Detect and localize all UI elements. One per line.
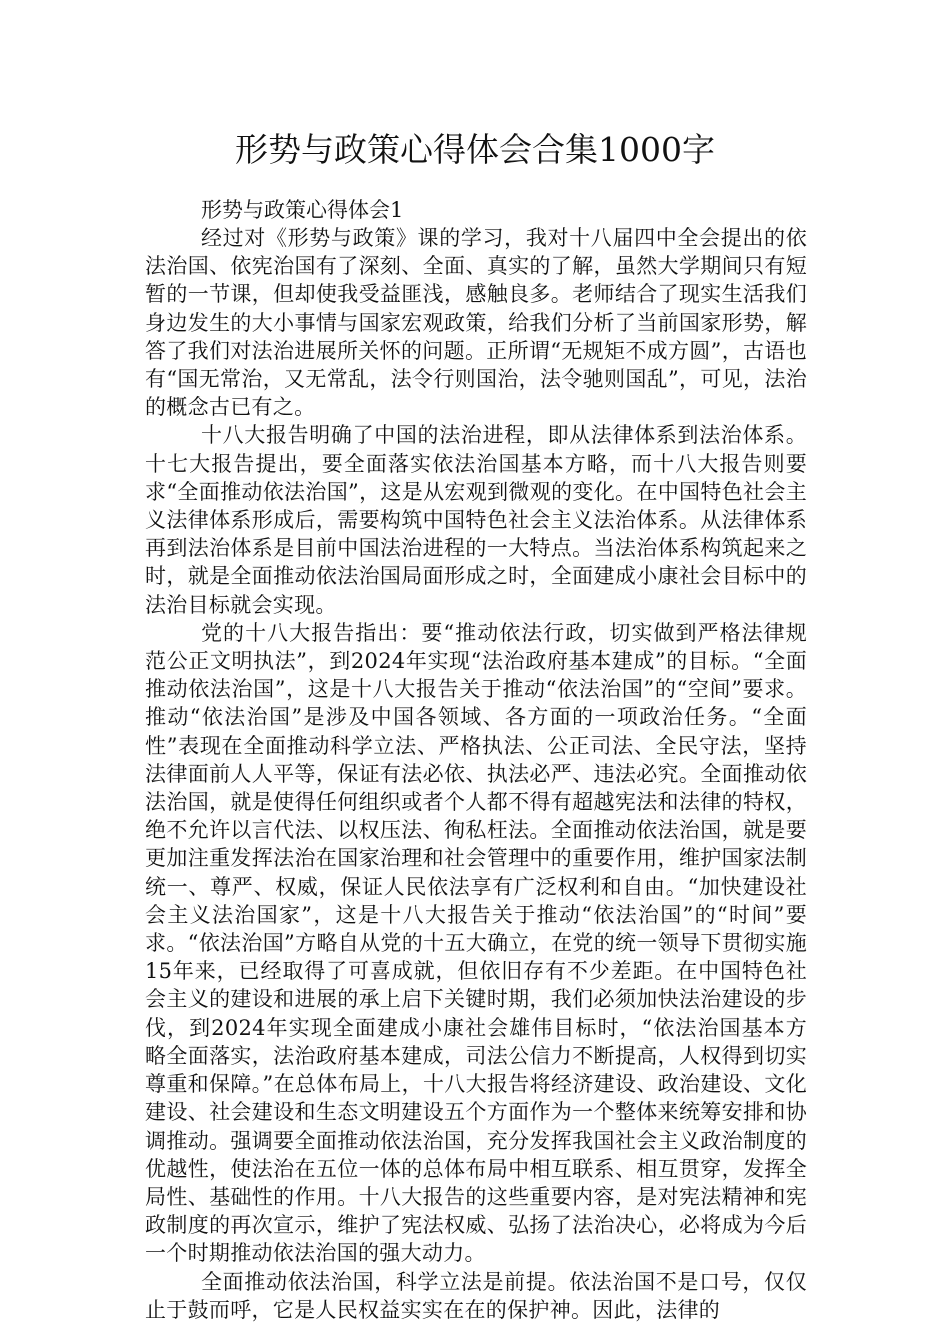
document-title: 形势与政策心得体会合集1000字 (235, 130, 715, 169)
section-heading: 形势与政策心得体会1 (201, 198, 404, 222)
paragraph: 全面推动依法治国，科学立法是前提。依法治国不是口号，仅仅止于鼓而呼，它是人民权益实实在在的保护神。因此，法律的 (145, 1269, 807, 1322)
document-body (145, 196, 807, 1324)
paragraph: 十八大报告明确了中国的法治进程，即从法律体系到法治体系。十七大报告提出，要全面落实依法治国基本方略，而十八大报告则要求“全面推动依法治国”，这是从宏观到微观的变化。在中国特色社会主义法律体系形成后，需要构筑中国特色社会主义法治体系。从法律体系再到法治体系是目前中国法治进程的一大特点。当法治体系构筑起来之时，就是全面推动依法治国局面形成之时，全面建成小康社会目标中的法治目标就会实现。 (145, 423, 807, 617)
paragraph: 党的十八大报告指出：要“推动依法行政，切实做到严格法律规范公正文明执法”，到2024年实现“法治政府基本建成”的目标。“全面推动依法治国”，这是十八大报告关于推动“依法治国”的“空间”要求。推动“依法治国”是涉及中国各领域、各方面的一项政治任务。“全面性”表现在全面推动科学立法、严格执法、公正司法、全民守法，坚持法律面前人人平等，保证有法必依、执法必严、违法必究。全面推动依法治国，就是使得任何组织或者个人都不得有超越宪法和法律的特权，绝不允许以言代法、以权压法、徇私枉法。全面推动依法治国，就是要更加注重发挥法治在国家治理和社会管理中的重要作用，维护国家法制统一、尊严、权威，保证人民依法享有广泛权利和自由。“加快建设社会主义法治国家”，这是十八大报告关于推动“依法治国”的“时间”要求。“依法治国”方略自从党的十五大确立，在党的统一领导下贯彻实施15年来，已经取得了可喜成就，但依旧存有不少差距。在中国特色社会主义的建设和进展的承上启下关键时期，我们必须加快法治建设的步伐，到2024年实现全面建成小康社会雄伟目标时，“依法治国基本方略全面落实，法治政府基本建成，司法公信力不断提高，人权得到切实尊重和保障。”在总体布局上，十八大报告将经济建设、政治建设、文化建设、社会建设和生态文明建设五个方面作为一个整体来统筹安排和协调推动。强调要全面推动依法治国，充分发挥我国社会主义政治制度的优越性，使法治在五位一体的总体布局中相互联系、相互贯穿，发挥全局性、基础性的作用。十八大报告的这些重要内容，是对宪法精神和宪政制度的再次宣示，维护了宪法权威、弘扬了法治决心，必将成为今后一个时期推动依法治国的强大动力。 (145, 620, 807, 1266)
paragraph: 经过对《形势与政策》课的学习，我对十八届四中全会提出的依法治国、依宪治国有了深刻、全面、真实的了解，虽然大学期间只有短暂的一节课，但却使我受益匪浅，感触良多。老师结合了现实生活我们身边发生的大小事情与国家宏观政策，给我们分析了当前国家形势，解答了我们对法治进展所关怀的问题。正所谓“无规矩不成方圆”，古语也有“国无常治，又无常乱，法令行则国治，法令驰则国乱”，可见，法治的概念古已有之。 (145, 226, 807, 420)
